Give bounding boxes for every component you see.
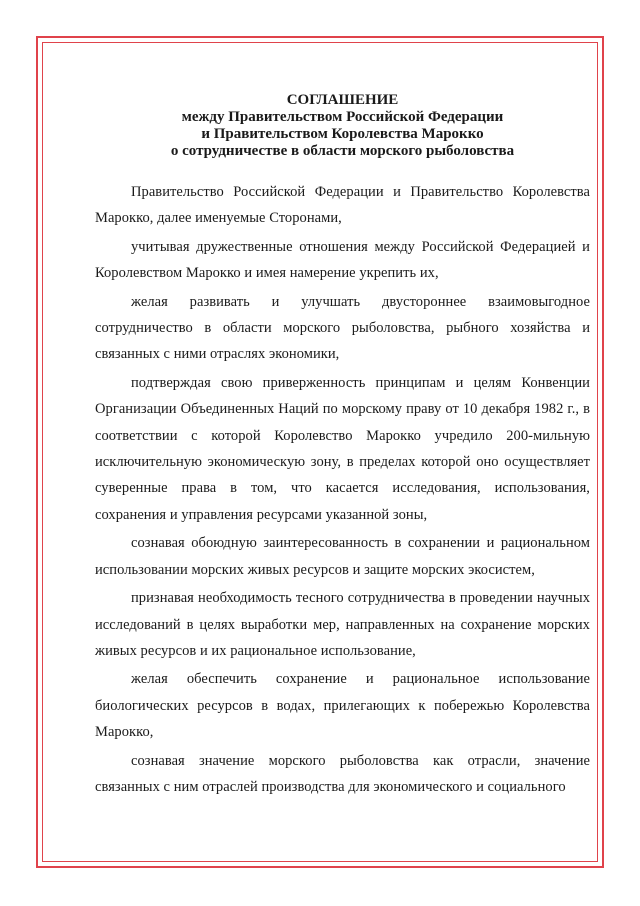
paragraph-significance: сознавая значение морского рыболовства как отрасли, значение связанных с ним отраслей производства для экономического и социального (95, 752, 590, 795)
paragraph-convention: подтверждая свою приверженность принципам и целям Конвенции Организации Объединенных Наций по морскому праву от 10 декабря 1982 г., в соответствии с которой Королевство Марокко учредило 200-мильную исключительную экономическую зону, в пределах которой оно осуществляет суверенные права в том, что касается исследования, использования, сохранения и управления ресурсами указанной зоны, (95, 374, 590, 523)
document-body (95, 92, 590, 802)
paragraph-conservation: желая обеспечить сохранение и рациональное использование биологических ресурсов в водах, прилегающих к побережью Королевства Марокко, (95, 671, 590, 741)
paragraph-interest: сознавая обоюдную заинтересованность в сохранении и рациональном использовании морских живых ресурсов и защите морских экосистем, (95, 535, 590, 578)
title-line: о сотрудничестве в области морского рыболовства (170, 143, 515, 159)
paragraph-research: признавая необходимость тесного сотрудничества в проведении научных исследований в целях выработки мер, направленных на сохранение морских живых ресурсов и их рациональное использование, (95, 590, 590, 659)
paragraph-parties: Правительство Российской Федерации и Правительство Королевства Марокко, далее именуемые Сторонами, (95, 184, 590, 227)
document-title (95, 92, 590, 160)
title-line: между Правительством Российской Федерации (181, 109, 504, 125)
paragraph-cooperation: желая развивать и улучшать двустороннее взаимовыгодное сотрудничество в области морского рыболовства, рыбного хозяйства и связанных с ними отраслях экономики, (95, 293, 590, 363)
title-line: СОГЛАШЕНИЕ (286, 92, 399, 108)
paragraph-relations: учитывая дружественные отношения между Российской Федерацией и Королевством Марокко и имея намерение укрепить их, (95, 238, 590, 282)
title-line: и Правительством Королевства Марокко (201, 126, 484, 142)
